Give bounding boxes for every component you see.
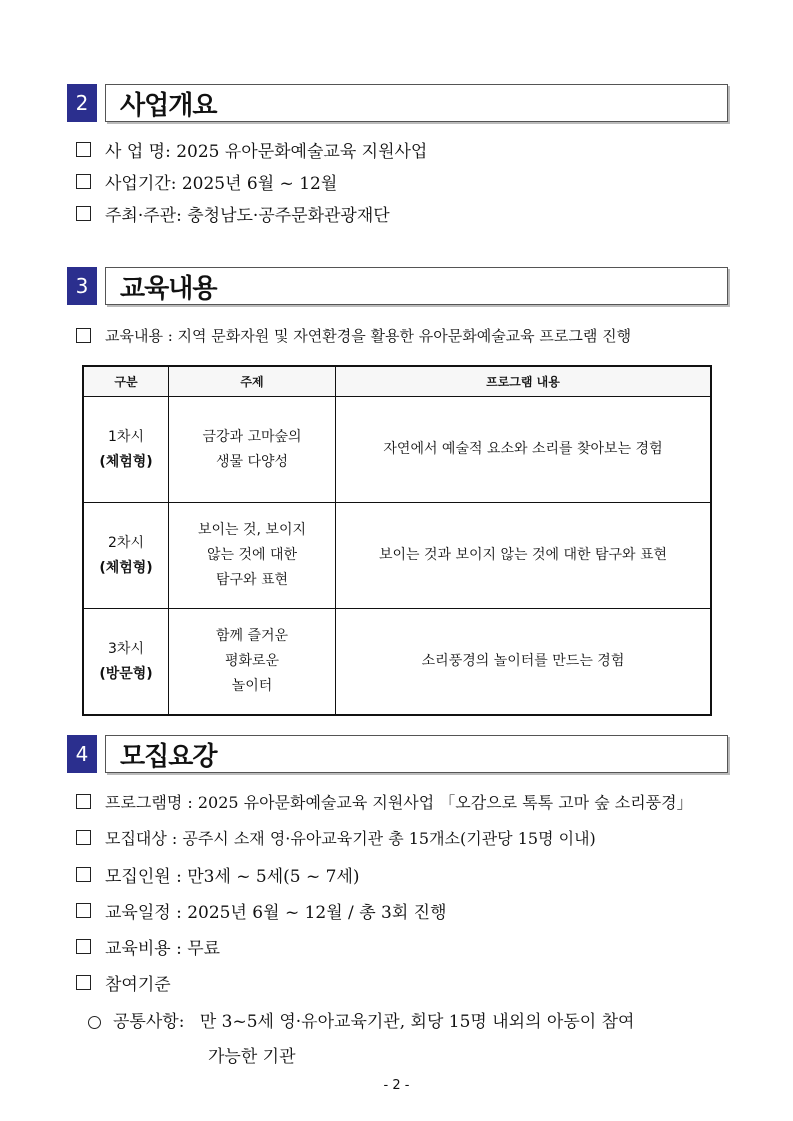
list-item: 참여기준 — [76, 970, 171, 995]
list-item: 교육비용 : 무료 — [76, 934, 220, 959]
column-header: 구분 — [83, 366, 169, 397]
section-number: 2 — [67, 84, 97, 122]
checkbox-icon — [76, 975, 91, 990]
content-cell: 자연에서 예술적 요소와 소리를 찾아보는 경험 — [336, 397, 712, 503]
common-criteria: 공통사항: 만 3~5세 영·유아교육기관, 회당 15명 내외의 아동이 참여 — [88, 1007, 634, 1032]
topic-cell: 금강과 고마숲의 생물 다양성 — [169, 397, 336, 503]
checkbox-icon — [76, 142, 91, 157]
checkbox-icon — [76, 794, 91, 809]
section-3-header — [67, 267, 728, 305]
common-criteria-continued: 가능한 기관 — [208, 1047, 296, 1067]
checkbox-icon — [76, 939, 91, 954]
table-header-row — [83, 366, 711, 397]
checkbox-icon — [76, 328, 91, 343]
list-item: 사업기간: 2025년 6월 ~ 12월 — [76, 169, 337, 194]
list-item: 교육일정 : 2025년 6월 ~ 12월 / 총 3회 진행 — [76, 898, 447, 923]
list-item: 모집인원 : 만3세 ~ 5세(5 ~ 7세) — [76, 862, 360, 887]
topic-cell: 보이는 것, 보이지 않는 것에 대한 탐구와 표현 — [169, 503, 336, 609]
session-cell: 3차시 (방문형) — [83, 609, 169, 716]
checkbox-icon — [76, 174, 91, 189]
section-title: 교육내용 — [105, 267, 728, 305]
table-row — [83, 503, 711, 609]
list-item: 모집대상 : 공주시 소재 영·유아교육기관 총 15개소(기관당 15명 이내) — [76, 826, 596, 849]
checkbox-icon — [76, 903, 91, 918]
checkbox-icon — [76, 206, 91, 221]
session-cell: 1차시 (체험형) — [83, 397, 169, 503]
list-item: 주최·주관: 충청남도·공주문화관광재단 — [76, 201, 390, 226]
section-4-header — [67, 735, 728, 773]
session-cell: 2차시 (체험형) — [83, 503, 169, 609]
list-item: 교육내용 : 지역 문화자원 및 자연환경을 활용한 유아문화예술교육 프로그램 진행 — [76, 325, 631, 346]
checkbox-icon — [76, 867, 91, 882]
section-title: 모집요강 — [105, 735, 728, 773]
list-item: 사 업 명: 2025 유아문화예술교육 지원사업 — [76, 137, 427, 162]
program-table — [82, 365, 712, 716]
section-title: 사업개요 — [105, 84, 728, 122]
circle-bullet-icon — [88, 1016, 101, 1029]
content-cell: 보이는 것과 보이지 않는 것에 대한 탐구와 표현 — [336, 503, 712, 609]
section-2-header — [67, 84, 728, 122]
list-item: 프로그램명 : 2025 유아문화예술교육 지원사업 「오감으로 톡톡 고마 숲 소리풍경」 — [76, 790, 693, 813]
table-row — [83, 397, 711, 503]
column-header: 프로그램 내용 — [336, 366, 712, 397]
column-header: 주제 — [169, 366, 336, 397]
section-number: 3 — [67, 267, 97, 305]
page-number: - 2 - — [383, 1078, 410, 1093]
topic-cell: 함께 즐거운 평화로운 놀이터 — [169, 609, 336, 716]
content-cell: 소리풍경의 놀이터를 만드는 경험 — [336, 609, 712, 716]
section-number: 4 — [67, 735, 97, 773]
checkbox-icon — [76, 830, 91, 845]
table-row — [83, 609, 711, 716]
